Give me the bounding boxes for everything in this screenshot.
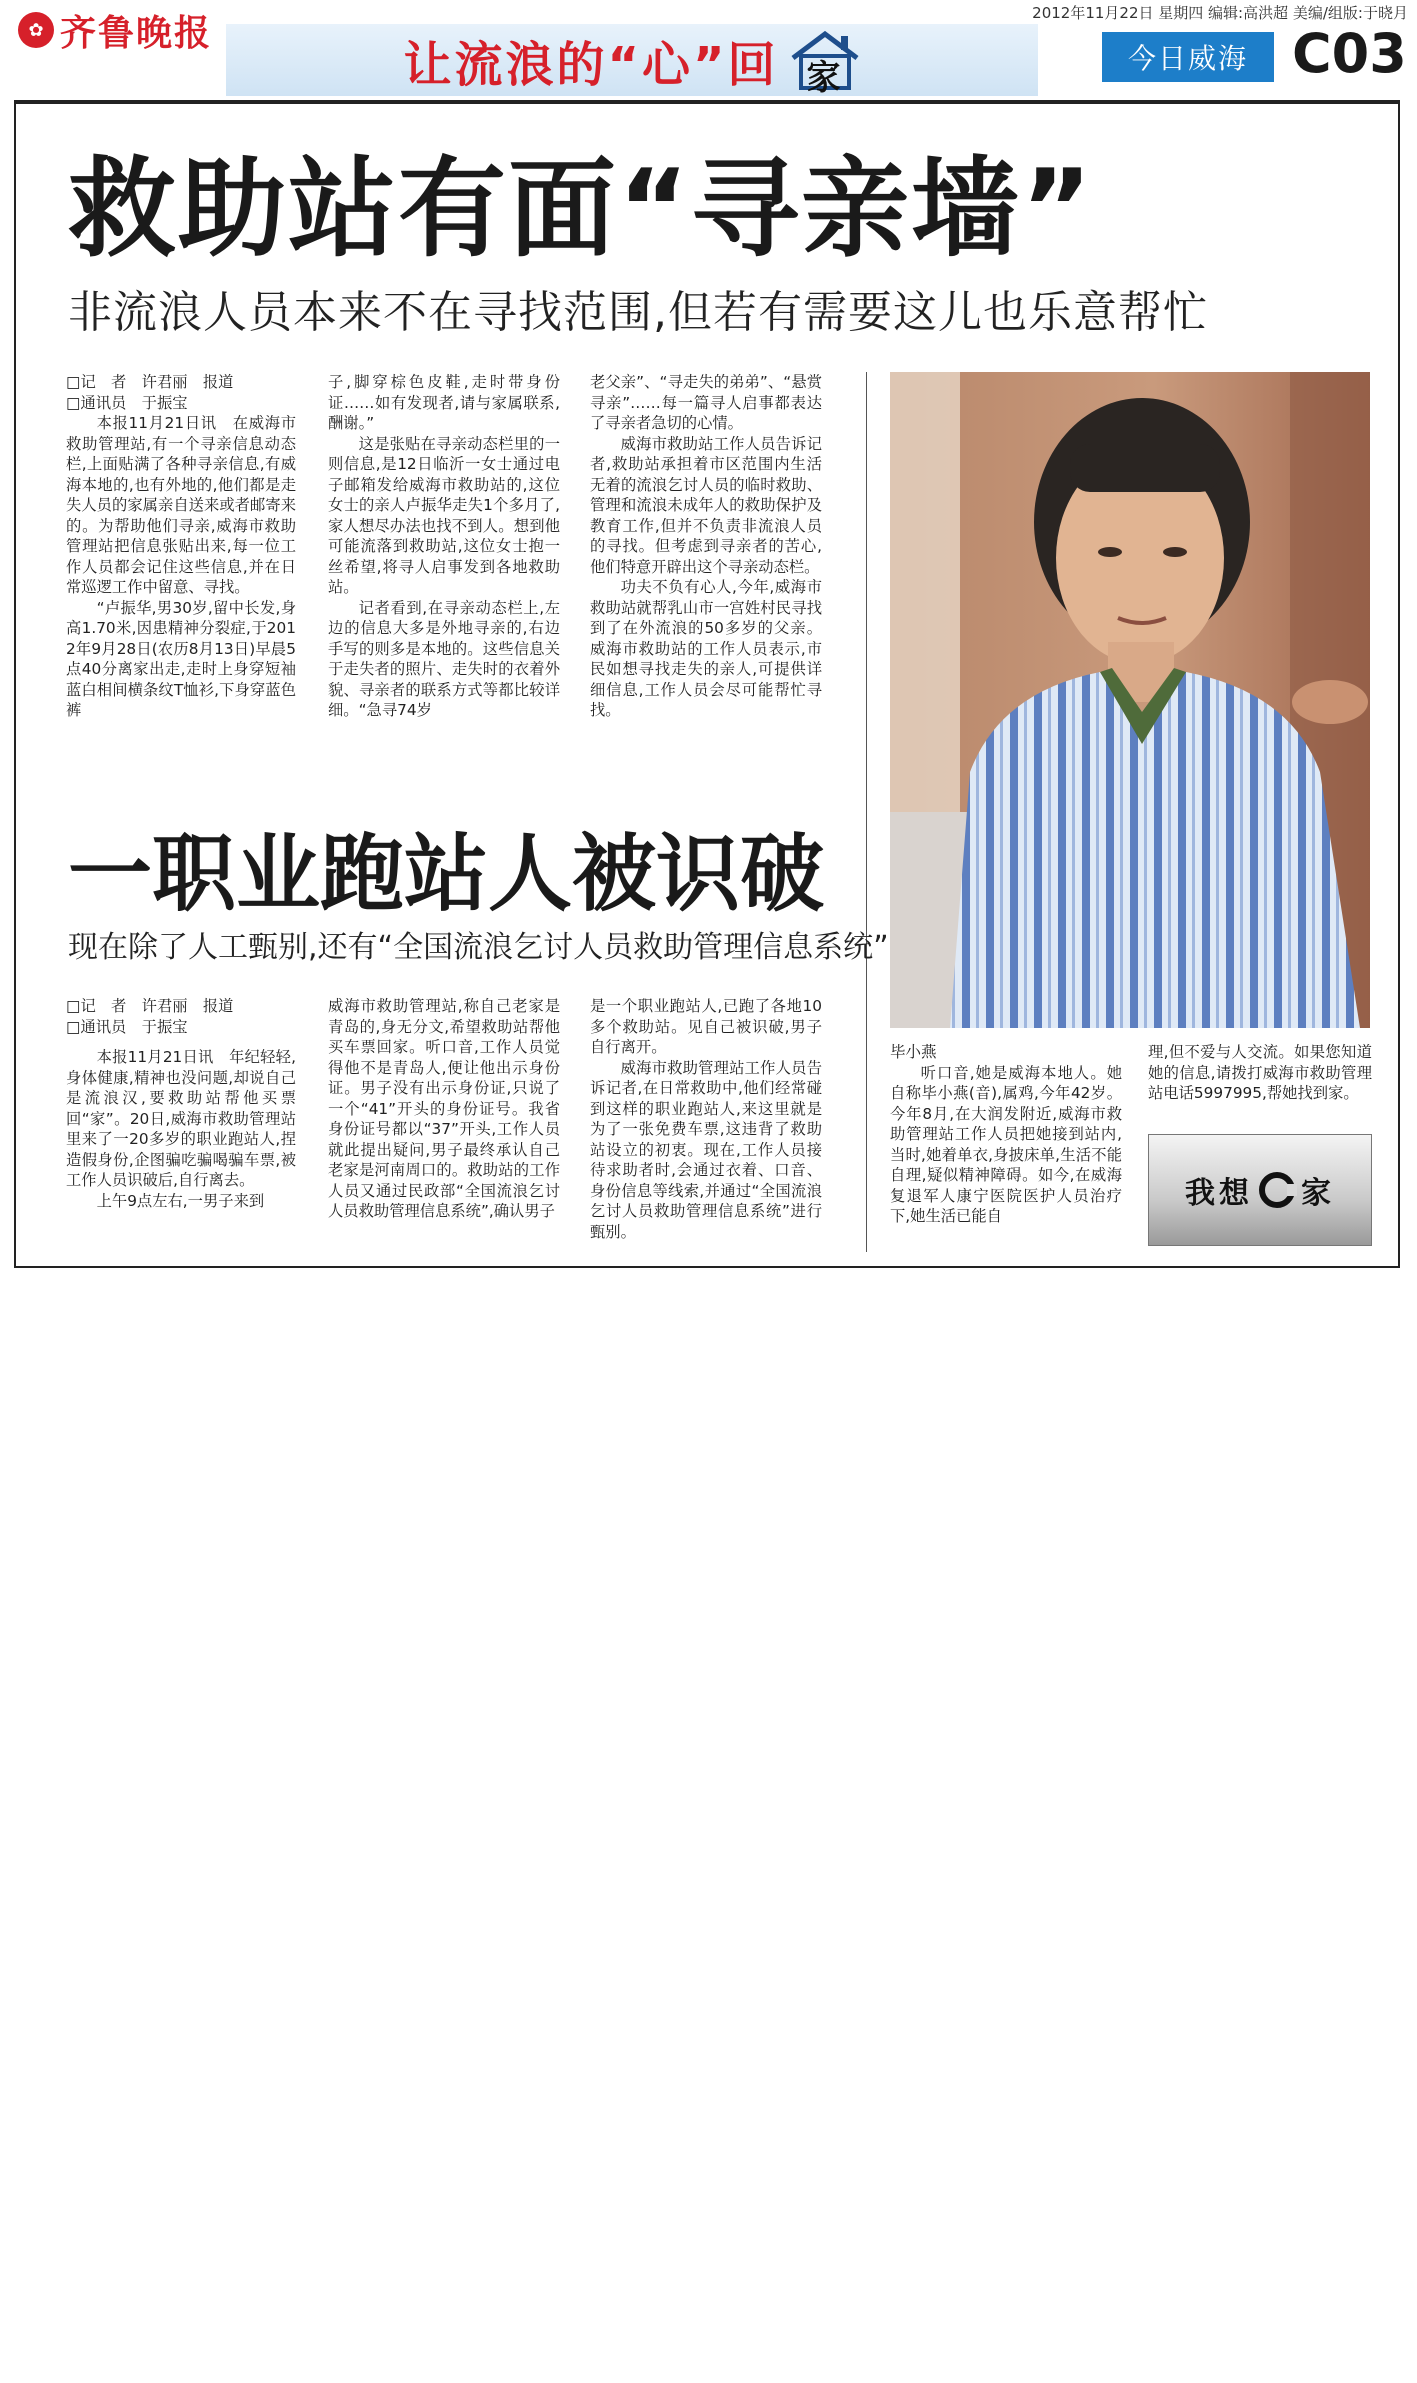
story1-paragraph: 子,脚穿棕色皮鞋,走时带身份证……如有发现者,请与家属联系,酬谢。” (328, 373, 560, 432)
photo-subject-name: 毕小燕 (890, 1043, 937, 1061)
story2-paragraph: 上午9点左右,一男子来到 (96, 1191, 265, 1210)
story2-subhead: 现在除了人工甄别,还有“全国流浪乞讨人员救助管理信息系统” (68, 930, 889, 965)
photo-caption-right (1148, 1042, 1372, 1104)
story1-paragraph: “卢振华,男30岁,留中长发,身高1.70米,因患精神分裂症,于2012年9月28日(农历8月13日)早晨5点40分离家出走,走时上身穿短袖蓝白相间横条纹T恤衫,下身穿蓝色裤 (66, 598, 296, 719)
section-tab: 今日威海 (1102, 32, 1274, 82)
story1-column-2 (328, 372, 560, 721)
story1-byline-correspondent: □通讯员 于振宝 (66, 393, 188, 412)
story2-column-1 (66, 996, 296, 1211)
story2-paragraph: 是一个职业跑站人,已跑了各地10多个救助站。见自己被识破,男子自行离开。 (590, 997, 822, 1056)
campaign-logo-left: 我想 (1185, 1176, 1253, 1211)
story1-paragraph: 记者看到,在寻亲动态栏上,左边的信息大多是外地寻亲的,右边手写的则多是本地的。这些信息关于走失者的照片、走失时的衣着外貌、寻亲者的联系方式等都比较详细。“急寻74岁 (328, 598, 560, 719)
portrait-illustration (890, 372, 1370, 1028)
story1-paragraph: 本报11月21日讯 在威海市救助管理站,有一个寻亲信息动态栏,上面贴满了各种寻亲信息,有威海本地的,也有外地的,他们都是走失人员的家属亲自送来或者邮寄来的。为帮助他们寻亲,威海市救助管理站把信息张贴出来,每一位工作人员都会记住这些信息,并在日常巡逻工作中留意、寻找。 (66, 414, 296, 596)
photo-caption-text: 听口音,她是威海本地人。她自称毕小燕(音),属鸡,今年42岁。今年8月,在大润发附近,威海市救助管理站工作人员把她接到站内,当时,她着单衣,身披床单,生活不能自理,疑似精神障碍。如今,在威海复退军人康宁医院医护人员治疗下,她生活已能自 (890, 1063, 1122, 1225)
story1-paragraph: 威海市救助站工作人员告诉记者,救助站承担着市区范围内生活无着的流浪乞讨人员的临时救助、管理和流浪未成年人的救助保护及教育工作,但并不负责非流浪人员的寻找。但考虑到寻亲者的苦心,他们特意开辟出这个寻亲动态栏。 (590, 434, 822, 576)
story2-paragraph: 威海市救助管理站工作人员告诉记者,在日常救助中,他们经常碰到这样的职业跑站人,来这里就是为了一张免费车票,这违背了救助站设立的初衷。现在,工作人员接待求助者时,会通过衣着、口音、身份信息等线索,并通过“全国流浪乞讨人员救助管理信息系统”进行甄别。 (590, 1058, 822, 1241)
story2-headline: 一职业跑站人被识破 (68, 825, 825, 923)
banner-title: 让流浪的“心”回 (403, 36, 779, 93)
story1-paragraph: 老父亲”、“寻走失的弟弟”、“悬赏寻亲”……每一篇寻人启事都表达了寻亲者急切的心情。 (590, 373, 822, 432)
photo-caption-left (890, 1042, 1122, 1227)
story2-column-2 (328, 996, 560, 1222)
issue-meta: 2012年11月22日 星期四 编辑:高洪超 美编/组版:于晓月 (1032, 4, 1408, 22)
story1-headline: 救助站有面“寻亲墙” (68, 147, 1094, 272)
campaign-logo-right: 家 (1301, 1176, 1335, 1211)
story1-paragraph: 这是张贴在寻亲动态栏里的一则信息,是12日临沂一女士通过电子邮箱发给威海市救助站的,这位女士的亲人卢振华走失1个多月了,家人想尽办法也找不到人。想到他可能流落到救助站,这位女士抱一丝希望,将寻人启事发到各地救助站。 (328, 434, 560, 596)
story2-byline-correspondent: □通讯员 于振宝 (66, 1017, 188, 1036)
column-banner (226, 24, 1038, 96)
story1-paragraph: 功夫不负有心人,今年,威海市救助站就帮乳山市一宫姓村民寻找到了在外流浪的50多岁的父亲。威海市救助站的工作人员表示,市民如想寻找走失的亲人,可提供详细信息,工作人员会尽可能帮忙寻找。 (590, 578, 822, 719)
story1-column-1 (66, 372, 296, 721)
story1-byline-reporter: □记 者 许君丽 报道 (66, 373, 234, 391)
story1-column-3 (590, 372, 822, 721)
campaign-logo (1148, 1134, 1372, 1246)
story2-paragraph: 本报11月21日讯 年纪轻轻,身体健康,精神也没问题,却说自己是流浪汉,要救助站帮他买票回“家”。20日,威海市救助管理站里来了一20多岁的职业跑站人,捏造假身份,企图骗吃骗喝骗车票,被工作人员识破后,自行离去。 (66, 1048, 296, 1189)
newspaper-logo (18, 8, 218, 52)
story2-column-3 (590, 996, 822, 1242)
house-icon (789, 30, 861, 98)
newspaper-name: 齐鲁晚报 (60, 11, 213, 54)
portrait-photo (890, 372, 1370, 1028)
page-number: C03 (1292, 22, 1407, 85)
campaign-c-icon (1259, 1172, 1295, 1208)
photo-caption-text: 理,但不爱与人交流。如果您知道她的信息,请拨打威海市救助管理站电话5997995,帮她找到家。 (1148, 1043, 1372, 1102)
story2-paragraph: 威海市救助管理站,称自己老家是青岛的,身无分文,希望救助站帮他买车票回家。听口音,工作人员觉得他不是青岛人,便让他出示身份证。男子没有出示身份证,只说了一个“41”开头的身份证号。我省身份证号都以“37”开头,工作人员就此提出疑问,男子最终承认自己老家是河南周口的。救助站的工作人员又通过民政部“全国流浪乞讨人员救助管理信息系统”,确认男子 (328, 997, 560, 1220)
column-divider (866, 372, 867, 1252)
story1-subhead: 非流浪人员本来不在寻找范围,但若有需要这儿也乐意帮忙 (68, 287, 1208, 338)
story2-byline-reporter: □记 者 许君丽 报道 (66, 997, 234, 1015)
banner-house-char: 家 (806, 58, 841, 98)
newspaper-emblem-icon: ✿ (18, 12, 54, 48)
